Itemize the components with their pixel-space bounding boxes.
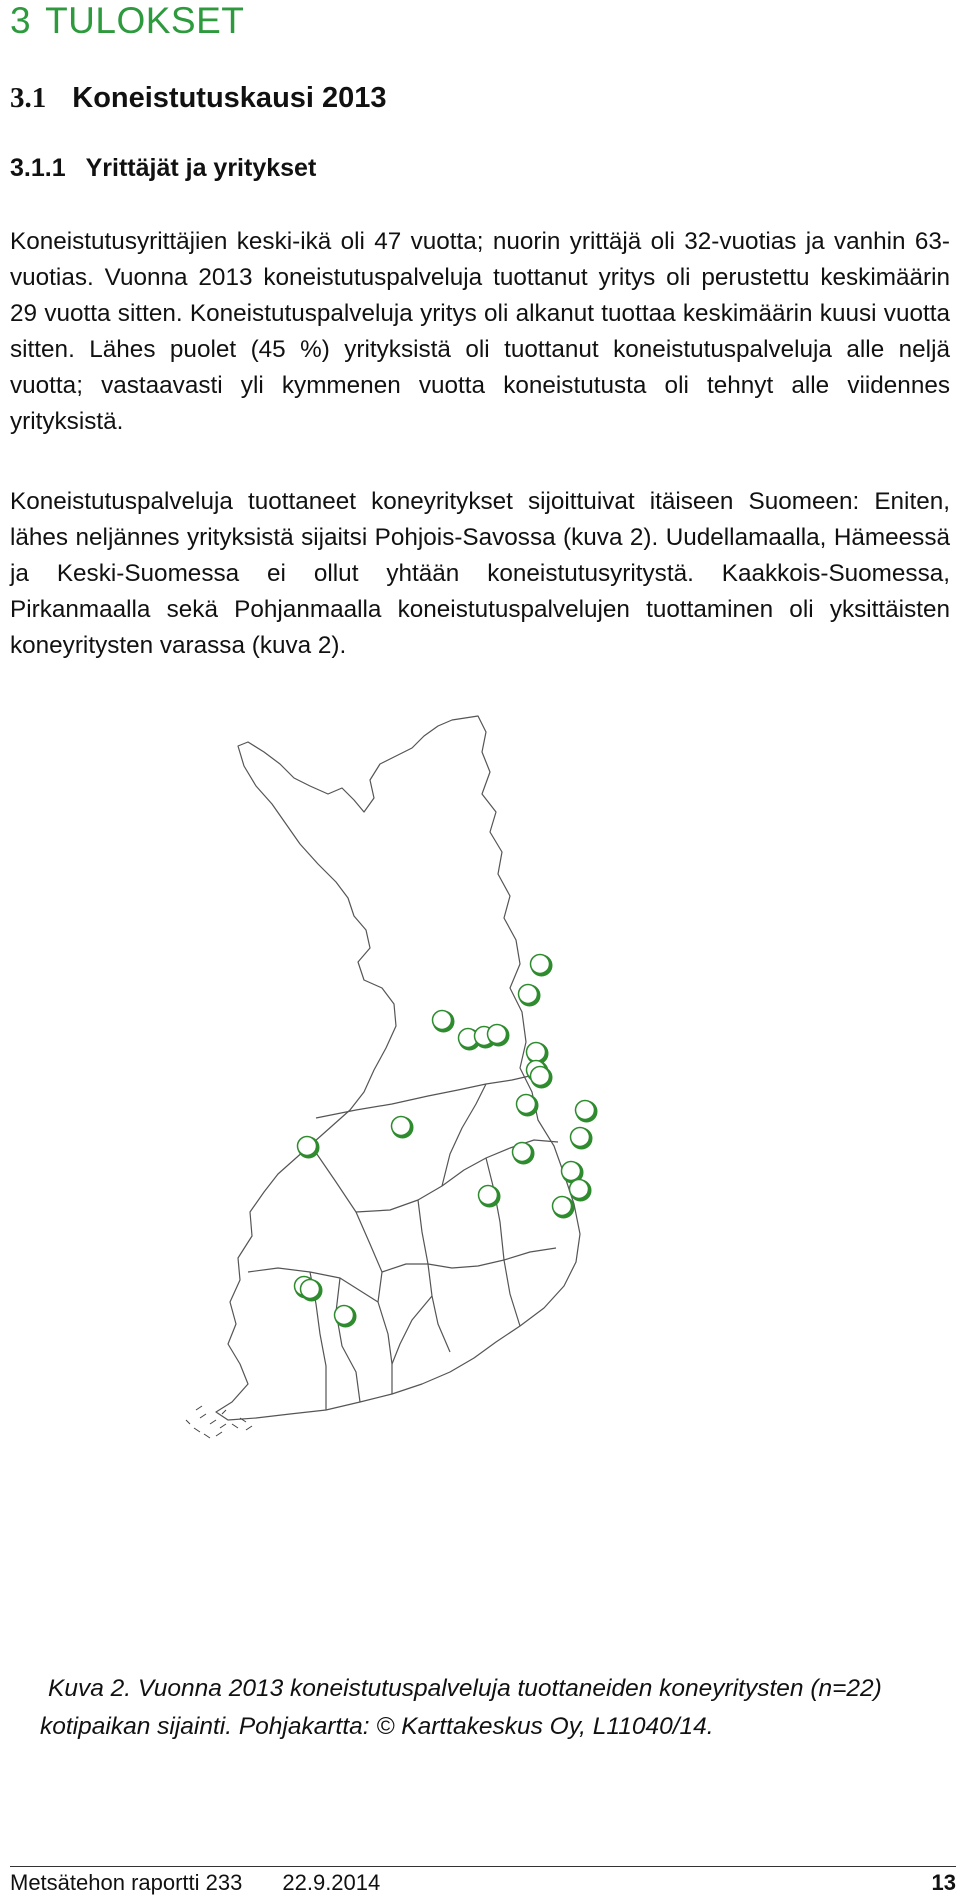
- region-border-karelia: [486, 1158, 520, 1326]
- figure-caption-label: Kuva 2.: [48, 1675, 132, 1702]
- footer-publication: Metsätehon raportti 233: [10, 1870, 243, 1895]
- company-marker: [392, 1117, 411, 1136]
- heading-level3-number: 3.1.1: [10, 154, 66, 182]
- finland-map-figure: [160, 712, 720, 1622]
- heading-level2-title: Koneistutuskausi 2013: [72, 82, 387, 114]
- company-marker: [553, 1197, 572, 1216]
- company-marker: [531, 1067, 550, 1086]
- company-marker: [570, 1180, 589, 1199]
- footer-date: 22.9.2014: [282, 1870, 381, 1895]
- company-marker: [479, 1186, 498, 1205]
- company-marker: [335, 1306, 354, 1325]
- company-marker: [531, 955, 550, 974]
- region-border-ostrobothnia: [310, 1144, 382, 1302]
- company-marker: [301, 1280, 320, 1299]
- heading-level2: [10, 82, 387, 115]
- figure-caption-text: Vuonna 2013 koneistutuspalveluja tuottaneiden koneyritysten (n=22) kotipaikan sijainti. Pohjakartta: © Karttakeskus Oy, L11040/14.: [40, 1675, 882, 1740]
- region-border-lapland: [316, 1074, 538, 1118]
- finland-outline: [216, 716, 580, 1420]
- company-marker: [527, 1043, 546, 1062]
- footer-page-number: 13: [931, 1870, 956, 1895]
- body-paragraph-2: Koneistutuspalveluja tuottaneet koneyritykset sijoittuivat itäiseen Suomeen: Eniten, lähes neljännes yrityksistä sijaitsi Pohjois-Savossa (kuva 2). Uudellamaalla, Hämeessä ja Keski-Suomessa ei ollut yhtään koneistutusyritystä. Kaakkois-Suomessa, Pirkanmaalla sekä Pohjanmaalla koneistutuspalvelujen tuottaminen oli yksittäisten koneyritysten varassa (kuva 2).: [10, 488, 950, 659]
- region-border-central: [382, 1248, 556, 1272]
- company-marker: [576, 1101, 595, 1120]
- region-border-pirkanmaa: [336, 1278, 360, 1402]
- heading-level1: [10, 0, 244, 42]
- company-marker: [433, 1011, 452, 1030]
- page-footer: [10, 1870, 956, 1896]
- company-marker: [519, 985, 538, 1004]
- heading-level2-number: 3.1: [10, 82, 47, 114]
- company-marker: [571, 1128, 590, 1147]
- heading-level1-number: 3: [10, 0, 32, 41]
- footer-divider: [10, 1866, 956, 1867]
- company-marker: [488, 1025, 507, 1044]
- region-border-savo: [418, 1200, 450, 1352]
- company-marker: [513, 1143, 532, 1162]
- company-marker: [517, 1095, 536, 1114]
- heading-level1-title: TULOKSET: [45, 0, 245, 41]
- figure-caption: [40, 1670, 920, 1746]
- body-paragraph-1: Koneistutusyrittäjien keski-ikä oli 47 vuotta; nuorin yrittäjä oli 32-vuotias ja vanhin 63-vuotias. Vuonna 2013 koneistutuspalveluja tuottanut yritys oli perustettu keskimäärin 29 vuotta sitten. Koneistutuspalveluja yritys oli alkanut tuottaa keskimäärin kuusi vuotta sitten. Lähes puolet (45 %) yrityksistä oli tuottanut koneistutuspalveluja alle neljä vuotta; vastaavasti yli kymmenen vuotta koneistutusta oli tehnyt alle viidennes yrityksistä.: [10, 228, 950, 435]
- company-marker: [562, 1162, 581, 1181]
- region-border-southeast: [392, 1296, 432, 1364]
- heading-level3: [10, 154, 316, 183]
- heading-level3-title: Yrittäjät ja yritykset: [85, 154, 317, 182]
- company-marker: [298, 1137, 317, 1156]
